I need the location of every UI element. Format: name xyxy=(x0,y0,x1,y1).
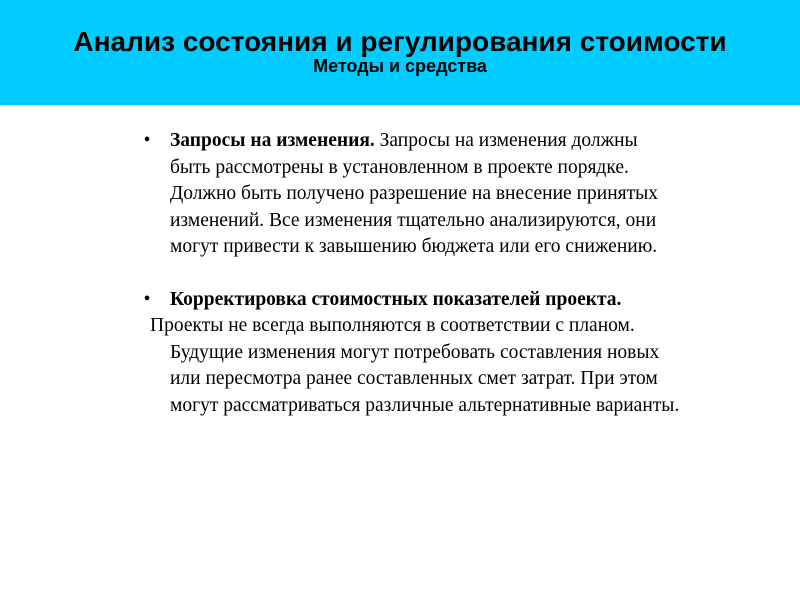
spacer xyxy=(140,261,760,287)
bullet-lead: Корректировка стоимостных показателей проекта. xyxy=(170,288,622,310)
paragraph-line: или пересмотра ранее составленных смет затрат. При этом xyxy=(170,368,658,389)
bullet-item-cost-adjustment xyxy=(140,287,760,314)
bullet-marker: • xyxy=(143,130,151,151)
paragraph-line: Проекты не всегда выполняются в соответствии с планом. xyxy=(150,315,635,336)
bullet-marker: • xyxy=(143,288,151,310)
bullet-line xyxy=(170,128,760,155)
bullet-line: могут привести к завышению бюджета или его снижению. xyxy=(170,236,658,257)
bullet-line: быть рассмотрены в установленном в проекте порядке. xyxy=(170,156,629,178)
slide-content xyxy=(140,128,760,419)
slide-subtitle: Методы и средства xyxy=(313,56,487,76)
bullet-lead: Запросы на изменения. xyxy=(170,130,375,151)
bullet-line: изменений. Все изменения тщательно анализируются, они xyxy=(170,209,657,231)
paragraph-line: могут рассматриваться различные альтернативные варианты. xyxy=(170,394,680,416)
paragraph-line: Будущие изменения могут потребовать составления новых xyxy=(170,341,660,363)
slide-title: Анализ состояния и регулирования стоимости xyxy=(73,26,727,57)
bullet-item-change-requests xyxy=(140,128,760,261)
bullet-line-text: Запросы на изменения должны xyxy=(374,130,638,151)
cost-adjustment-paragraph xyxy=(140,313,760,419)
bullet-line: Должно быть получено разрешение на внесение принятых xyxy=(170,183,658,204)
